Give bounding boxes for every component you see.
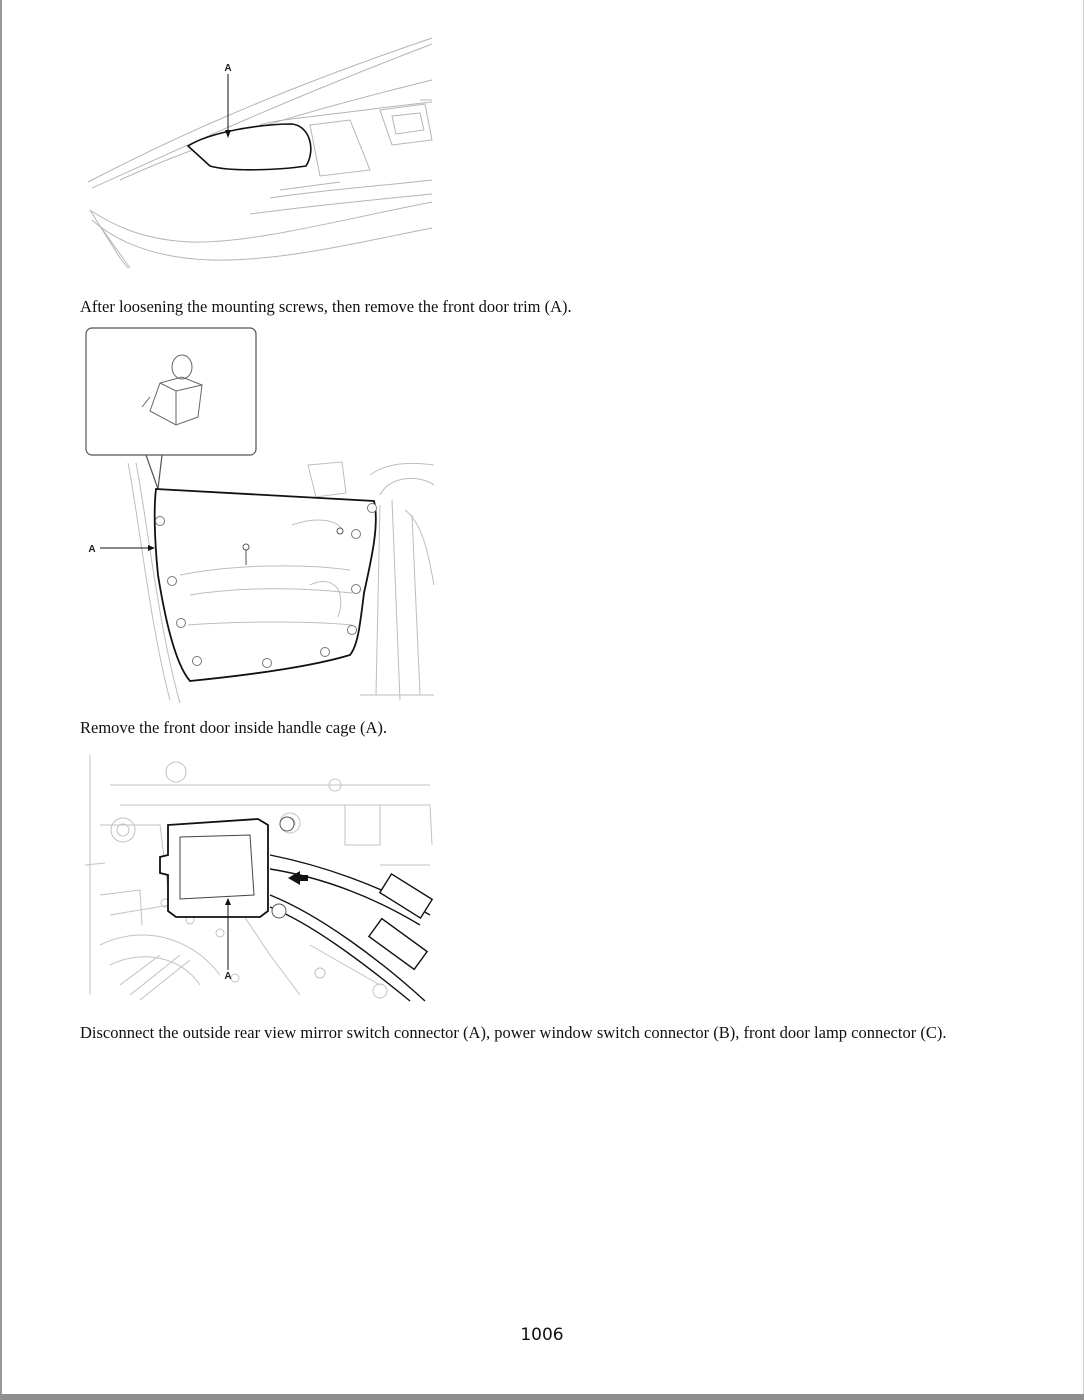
viewer-bottom-bar (0, 1394, 1084, 1400)
figure1-callout-a: A (224, 63, 232, 74)
switch-cover-outline (188, 124, 311, 170)
page-left-border (0, 0, 2, 1400)
handle-cage-illustration (80, 745, 440, 1007)
figure3-callout-a: A (224, 971, 232, 982)
step-disconnect-connectors: Disconnect the outside rear view mirror switch connector (A), power window switch connector (B), front door lamp connector (C). (80, 1023, 947, 1042)
figure-door-trim (80, 325, 440, 705)
door-trim-illustration (80, 325, 440, 705)
door-switch-cover-illustration (80, 30, 440, 275)
step-remove-handle-cage: Remove the front door inside handle cage (A). (80, 718, 387, 737)
page-number: 1006 (520, 1325, 564, 1345)
figure2-callout-a: A (88, 544, 96, 555)
figure-handle-cage (80, 745, 440, 1007)
clip-detail-inset (86, 328, 256, 455)
step-remove-door-trim: After loosening the mounting screws, then remove the front door trim (A). (80, 297, 572, 316)
door-trim-outline (155, 489, 376, 681)
trim-clip-markers (156, 504, 377, 668)
figure-door-switch-cover (80, 30, 440, 275)
